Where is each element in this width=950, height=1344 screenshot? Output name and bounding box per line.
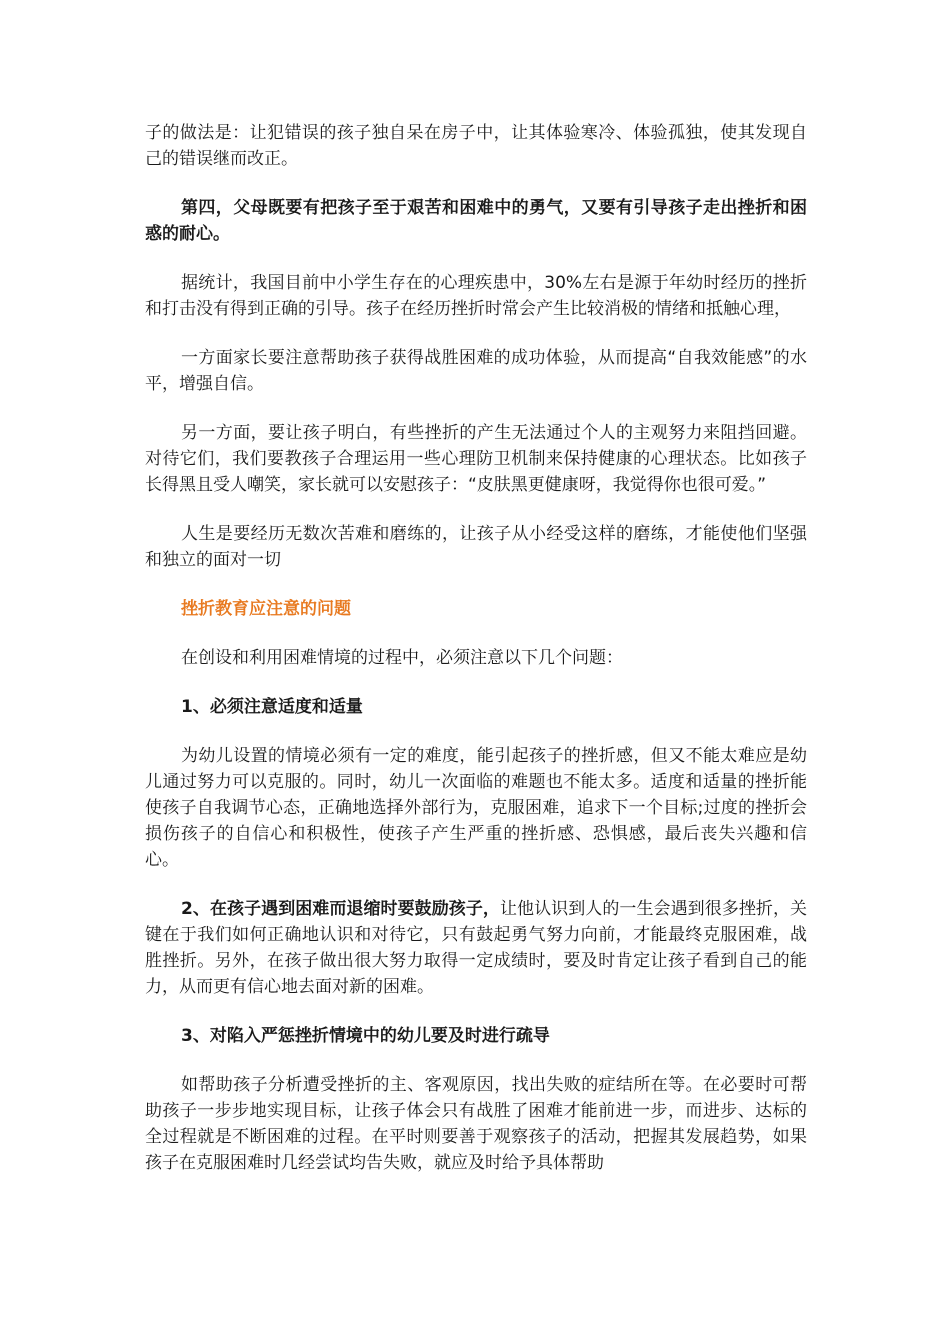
paragraph-point-one: 为幼儿设置的情境必须有一定的难度，能引起孩子的挫折感，但又不能太难应是幼儿通过努力可以克服的。同时，幼儿一次面临的难题也不能太多。适度和适量的挫折能使孩子自我调节心态，正确地选择外部行为，克服困难，追求下一个目标;过度的挫折会损伤孩子的自信心和积极性，使孩子产生严重的挫折感、恐惧感，最后丧失兴趣和信心。	[145, 746, 807, 870]
paragraph-point-three: 如帮助孩子分析遭受挫折的主、客观原因，找出失败的症结所在等。在必要时可帮助孩子一步步地实现目标，让孩子体会只有战胜了困难才能前进一步，而进步、达标的全过程就是不断困难的过程。在平时则要善于观察孩子的活动，把握其发展趋势，如果孩子在克服困难时几经尝试均告失败，就应及时给予具体帮助	[145, 1075, 807, 1173]
paragraph-intro: 在创设和利用困难情境的过程中，必须注意以下几个问题：	[181, 648, 623, 668]
document-body	[145, 120, 807, 1199]
paragraph-statistics: 据统计，我国目前中小学生存在的心理疾患中，30%左右是源于年幼时经历的挫折和打击没有得到正确的引导。孩子在经历挫折时常会产生比较消极的情绪和抵触心理，	[145, 273, 807, 319]
paragraph-one-side: 一方面家长要注意帮助孩子获得战胜困难的成功体验，从而提高“自我效能感”的水平，增强自信。	[145, 348, 807, 394]
point-three-heading: 3、对陷入严惩挫折情境中的幼儿要及时进行疏导	[181, 1026, 550, 1046]
paragraph-point-two	[145, 896, 807, 1000]
paragraph-life: 人生是要经历无数次苦难和磨练的，让孩子从小经受这样的磨练，才能使他们坚强和独立的面对一切	[145, 524, 807, 570]
point-one-heading: 1、必须注意适度和适量	[181, 697, 363, 717]
point-two-heading: 2、在孩子遇到困难而退缩时要鼓励孩子，	[181, 899, 500, 919]
paragraph-point-four-heading: 第四，父母既要有把孩子至于艰苦和困难中的勇气，又要有引导孩子走出挫折和困惑的耐心。	[145, 198, 807, 244]
paragraph-other-side: 另一方面，要让孩子明白，有些挫折的产生无法通过个人的主观努力来阻挡回避。对待它们，我们要教孩子合理运用一些心理防卫机制来保持健康的心理状态。比如孩子长得黑且受人嘲笑，家长就可以安慰孩子：“皮肤黑更健康呀，我觉得你也很可爱。”	[145, 423, 807, 495]
paragraph-continuation: 子的做法是：让犯错误的孩子独自呆在房子中，让其体验寒冷、体验孤独，使其发现自己的错误继而改正。	[145, 123, 807, 169]
point-two-text: 让他认识到人的一生会遇到很多挫折，关键在于我们如何正确地认识和对待它，只有鼓起勇气努力向前，才能最终克服困难，战胜挫折。另外，在孩子做出很大努力取得一定成绩时，要及时肯定让孩子看到自己的能力，从而更有信心地去面对新的困难。	[145, 899, 808, 997]
section-heading: 挫折教育应注意的问题	[181, 599, 351, 619]
